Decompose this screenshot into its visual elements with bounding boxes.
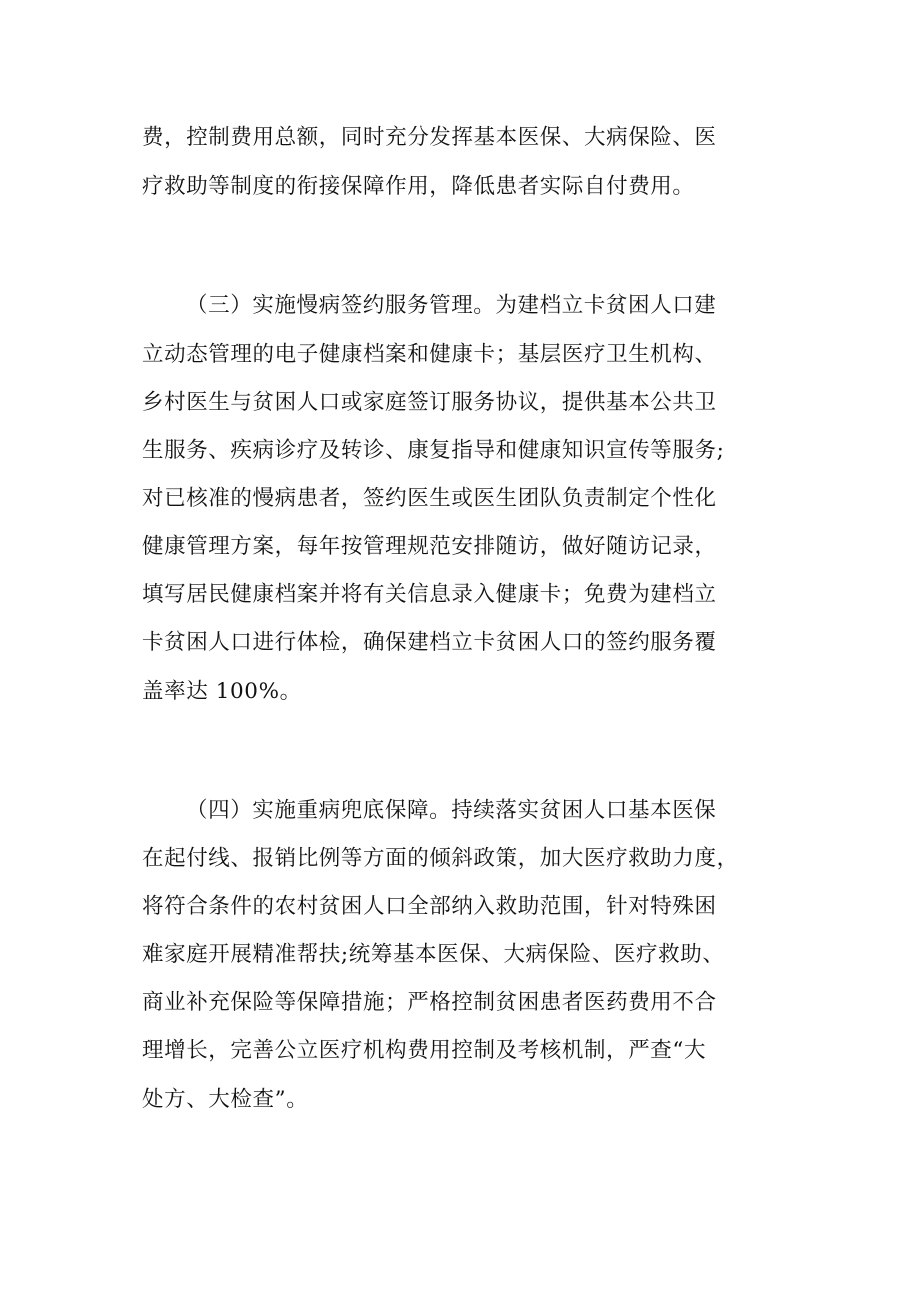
text-line: 对已核准的慢病患者，签约医生或医生团队负责制定个性化	[142, 486, 717, 511]
text-line: 理增长，完善公立医疗机构费用控制及考核机制，严查“大	[142, 1038, 707, 1063]
text-line: 疗救助等制度的衔接保障作用，降低患者实际自付费用。	[142, 174, 695, 199]
text-line: 健康管理方案，每年按管理规范安排随访，做好随访记录，	[142, 534, 717, 559]
paragraph-heading-line: （三）实施慢病签约服务管理。为建档立卡贫困人口建	[186, 293, 717, 318]
text-line: 生服务、疾病诊疗及转诊、康复指导和健康知识宣传等服务;	[142, 438, 725, 463]
text-line: 费，控制费用总额，同时充分发挥基本医保、大病保险、医	[142, 125, 717, 150]
text-line: 填写居民健康档案并将有关信息录入健康卡；免费为建档立	[142, 582, 717, 607]
text-line: 卡贫困人口进行体检，确保建档立卡贫困人口的签约服务覆	[142, 630, 717, 655]
text-line: 乡村医生与贫困人口或家庭签订服务协议，提供基本公共卫	[142, 390, 717, 415]
text-line: 盖率达 100%。	[142, 679, 302, 704]
text-line: 处方、大检查”。	[142, 1087, 309, 1112]
text-line: 商业补充保险等保障措施；严格控制贫困患者医药费用不合	[142, 990, 717, 1015]
paragraph-heading-line: （四）实施重病兜底保障。持续落实贫困人口基本医保	[186, 798, 717, 823]
text-line: 将符合条件的农村贫困人口全部纳入救助范围，针对特殊困	[142, 894, 717, 919]
text-line: 难家庭开展精准帮扶;统筹基本医保、大病保险、医疗救助、	[142, 942, 725, 967]
text-line: 立动态管理的电子健康档案和健康卡；基层医疗卫生机构、	[142, 342, 717, 367]
text-line: 在起付线、报销比例等方面的倾斜政策，加大医疗救助力度，	[142, 846, 739, 871]
